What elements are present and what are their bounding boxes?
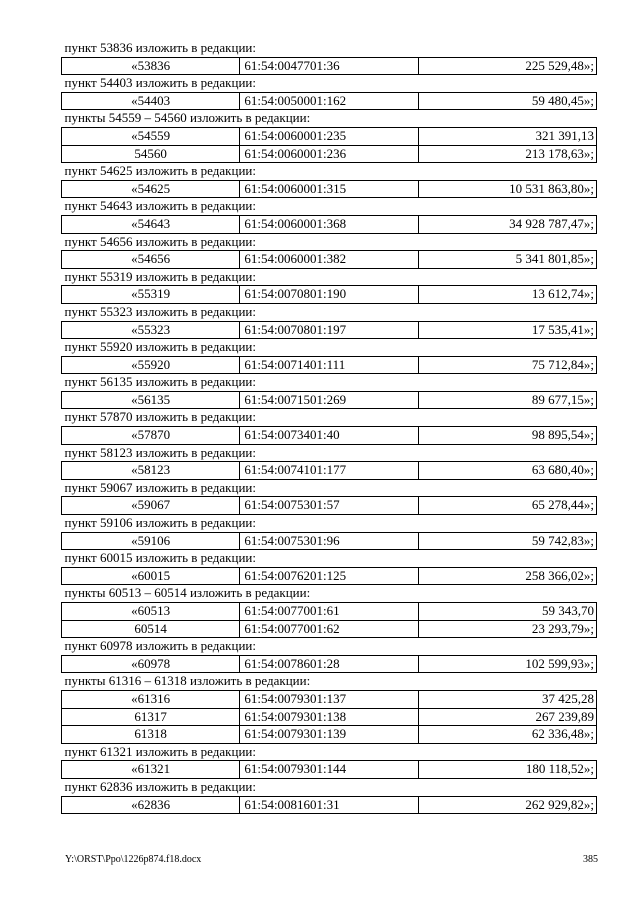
cadastral-number-cell: 61:54:0079301:144 [240,761,418,779]
item-number-cell: «60513 [62,603,240,621]
section-header-row [62,268,597,286]
section-header-row [62,479,597,497]
section-header-text: пункты 61316 – 61318 изложить в редакции: [62,673,597,691]
value-cell: 321 391,13 [418,127,596,145]
section-header-text: пункты 60513 – 60514 изложить в редакции: [62,585,597,603]
section-header-row [62,550,597,568]
section-header-row [62,110,597,128]
item-number-cell: «55323 [62,321,240,339]
cadastral-number-cell: 61:54:0070801:190 [240,286,418,304]
item-number-cell: «62836 [62,796,240,814]
value-cell: 262 929,82»; [418,796,596,814]
section-header-text: пункт 54625 изложить в редакции: [62,163,597,181]
item-number-cell: 61317 [62,708,240,726]
table-row [62,655,597,673]
section-header-row [62,163,597,181]
value-cell: 59 343,70 [418,603,596,621]
cadastral-number-cell: 61:54:0078601:28 [240,655,418,673]
cadastral-number-cell: 61:54:0060001:235 [240,127,418,145]
item-number-cell: «54559 [62,127,240,145]
cadastral-number-cell: 61:54:0047701:36 [240,57,418,75]
item-number-cell: «54643 [62,215,240,233]
value-cell: 98 895,54»; [418,427,596,445]
section-header-row [62,515,597,533]
cadastral-number-cell: 61:54:0075301:96 [240,532,418,550]
section-header-text: пункт 61321 изложить в редакции: [62,743,597,761]
section-header-row [62,303,597,321]
value-cell: 59 480,45»; [418,92,596,110]
table-row [62,497,597,515]
section-header-text: пункт 53836 изложить в редакции: [62,40,597,57]
cadastral-number-cell: 61:54:0071401:111 [240,356,418,374]
section-header-row [62,638,597,656]
table-row [62,286,597,304]
table-row [62,215,597,233]
section-header-text: пункт 57870 изложить в редакции: [62,409,597,427]
cadastral-number-cell: 61:54:0077001:62 [240,620,418,638]
value-cell: 62 336,48»; [418,726,596,744]
section-header-row [62,198,597,216]
cadastral-number-cell: 61:54:0060001:236 [240,145,418,163]
item-number-cell: «58123 [62,462,240,480]
item-number-cell: «54625 [62,180,240,198]
cadastral-number-cell: 61:54:0060001:382 [240,251,418,269]
cadastral-number-cell: 61:54:0077001:61 [240,603,418,621]
cadastral-number-cell: 61:54:0071501:269 [240,391,418,409]
item-number-cell: «61321 [62,761,240,779]
section-header-row [62,673,597,691]
section-header-text: пункт 55323 изложить в редакции: [62,303,597,321]
item-number-cell: 60514 [62,620,240,638]
item-number-cell: «59106 [62,532,240,550]
value-cell: 75 712,84»; [418,356,596,374]
table-row [62,251,597,269]
page-number: 385 [583,854,598,865]
table-row [62,620,597,638]
value-cell: 34 928 787,47»; [418,215,596,233]
section-header-text: пункт 54403 изложить в редакции: [62,75,597,93]
value-cell: 23 293,79»; [418,620,596,638]
cadastral-number-cell: 61:54:0070801:197 [240,321,418,339]
table-row [62,92,597,110]
item-number-cell: «56135 [62,391,240,409]
item-number-cell: 54560 [62,145,240,163]
cadastral-number-cell: 61:54:0081601:31 [240,796,418,814]
item-number-cell: «57870 [62,427,240,445]
section-header-row [62,585,597,603]
table-row [62,321,597,339]
item-number-cell: «60015 [62,567,240,585]
section-header-row [62,778,597,796]
value-cell: 63 680,40»; [418,462,596,480]
section-header-text: пункт 62836 изложить в редакции: [62,778,597,796]
cadastral-number-cell: 61:54:0050001:162 [240,92,418,110]
item-number-cell: «55319 [62,286,240,304]
section-header-text: пункт 60015 изложить в редакции: [62,550,597,568]
table-row [62,567,597,585]
item-number-cell: «59067 [62,497,240,515]
section-header-text: пункт 54643 изложить в редакции: [62,198,597,216]
value-cell: 10 531 863,80»; [418,180,596,198]
section-header-text: пункт 54656 изложить в редакции: [62,233,597,251]
item-number-cell: 61318 [62,726,240,744]
table-row [62,603,597,621]
item-number-cell: «55920 [62,356,240,374]
table-row [62,708,597,726]
table-row [62,690,597,708]
cadastral-number-cell: 61:54:0060001:315 [240,180,418,198]
cadastral-number-cell: 61:54:0074101:177 [240,462,418,480]
value-cell: 13 612,74»; [418,286,596,304]
table-row [62,427,597,445]
cadastral-number-cell: 61:54:0079301:138 [240,708,418,726]
value-cell: 102 599,93»; [418,655,596,673]
section-header-text: пункт 60978 изложить в редакции: [62,638,597,656]
section-header-row [62,75,597,93]
amendments-table [61,40,597,814]
value-cell: 5 341 801,85»; [418,251,596,269]
table-row [62,391,597,409]
table-row [62,726,597,744]
table-row [62,532,597,550]
cadastral-number-cell: 61:54:0075301:57 [240,497,418,515]
section-header-row [62,374,597,392]
value-cell: 17 535,41»; [418,321,596,339]
table-row [62,761,597,779]
section-header-row [62,339,597,357]
footer-file-path: Y:\ORST\Ppo\1226p874.f18.docx [65,854,202,865]
value-cell: 59 742,83»; [418,532,596,550]
item-number-cell: «53836 [62,57,240,75]
cadastral-number-cell: 61:54:0073401:40 [240,427,418,445]
item-number-cell: «54403 [62,92,240,110]
section-header-row [62,743,597,761]
table-row [62,356,597,374]
value-cell: 267 239,89 [418,708,596,726]
value-cell: 65 278,44»; [418,497,596,515]
value-cell: 258 366,02»; [418,567,596,585]
section-header-text: пункты 54559 – 54560 изложить в редакции: [62,110,597,128]
section-header-text: пункт 59067 изложить в редакции: [62,479,597,497]
section-header-text: пункт 58123 изложить в редакции: [62,444,597,462]
item-number-cell: «61316 [62,690,240,708]
item-number-cell: «60978 [62,655,240,673]
section-header-text: пункт 56135 изложить в редакции: [62,374,597,392]
value-cell: 89 677,15»; [418,391,596,409]
item-number-cell: «54656 [62,251,240,269]
value-cell: 213 178,63»; [418,145,596,163]
cadastral-number-cell: 61:54:0079301:139 [240,726,418,744]
section-header-text: пункт 55920 изложить в редакции: [62,339,597,357]
section-header-row [62,40,597,57]
cadastral-number-cell: 61:54:0060001:368 [240,215,418,233]
table-row [62,145,597,163]
table-row [62,127,597,145]
value-cell: 225 529,48»; [418,57,596,75]
table-row [62,796,597,814]
section-header-text: пункт 59106 изложить в редакции: [62,515,597,533]
table-row [62,57,597,75]
table-row [62,180,597,198]
value-cell: 37 425,28 [418,690,596,708]
section-header-row [62,444,597,462]
section-header-text: пункт 55319 изложить в редакции: [62,268,597,286]
table-row [62,462,597,480]
section-header-row [62,233,597,251]
section-header-row [62,409,597,427]
cadastral-number-cell: 61:54:0076201:125 [240,567,418,585]
cadastral-number-cell: 61:54:0079301:137 [240,690,418,708]
value-cell: 180 118,52»; [418,761,596,779]
